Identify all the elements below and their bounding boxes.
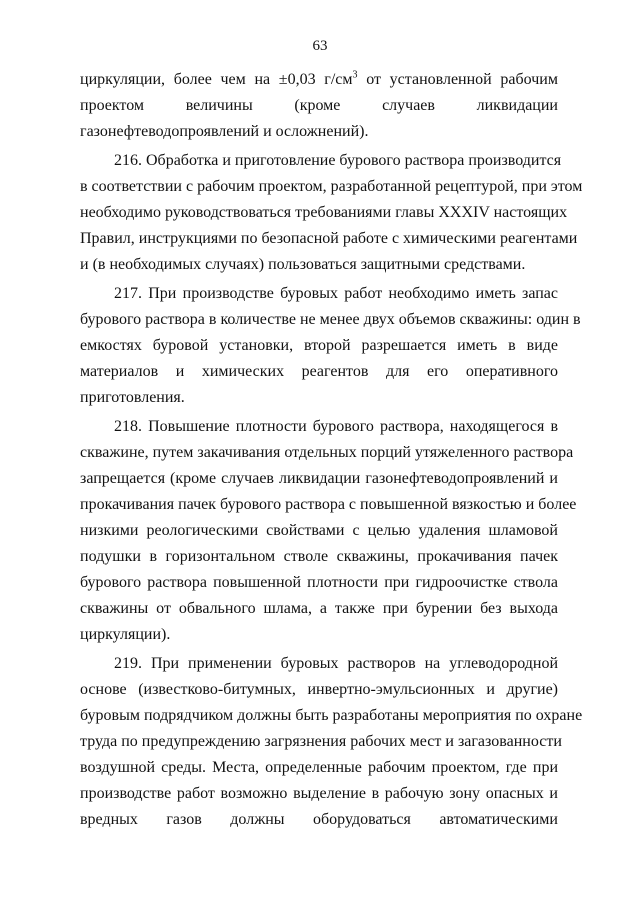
text-line: прокачивания пачек бурового раствора с повышенной вязкостью и более — [80, 496, 577, 513]
text-line: бурового раствора в количестве не менее двух объемов скважины: один в — [80, 311, 581, 328]
text-line: материалов и химических реагентов для его оперативного — [80, 363, 558, 380]
text-line: проектом величины (кроме случаев ликвидации — [80, 97, 558, 114]
paragraph-219-start: 219. При применении буровых растворов на углеводородной — [114, 655, 558, 672]
text-line: Правил, инструкциями по безопасной работе с химическими реагентами — [80, 230, 578, 247]
text-line: скважине, путем закачивания отдельных порций утяжеленного раствора — [80, 444, 574, 461]
text-line: низкими реологическими свойствами с целью удаления шламовой — [80, 522, 558, 539]
text-line — [80, 70, 558, 89]
text-line: подушки в горизонтальном стволе скважины, прокачивания пачек — [80, 548, 558, 565]
text-line-start: циркуляции, более чем на ±0,03 г/см — [80, 71, 353, 88]
text-line: труда по предупреждению загрязнения рабочих мест и загазованности — [80, 733, 562, 750]
paragraph-218-start: 218. Повышение плотности бурового раствора, находящегося в — [114, 418, 558, 435]
text-line: и (в необходимых случаях) пользоваться защитными средствами. — [80, 256, 526, 273]
text-line-end: от установленной рабочим — [357, 71, 558, 88]
superscript-cubic: 3 — [352, 69, 358, 81]
text-line: буровым подрядчиком должны быть разработаны мероприятия по охране — [80, 707, 583, 724]
paragraph-217-start: 217. При производстве буровых работ необходимо иметь запас — [114, 285, 558, 302]
text-line: приготовления. — [80, 389, 185, 406]
text-line: запрещается (кроме случаев ликвидации газонефтеводопроявлений и — [80, 470, 558, 487]
text-line: необходимо руководствоваться требованиями главы XXXIV настоящих — [80, 204, 568, 221]
text-line: емкостях буровой установки, второй разрешается иметь в виде — [80, 337, 558, 354]
page-number: 63 — [312, 38, 328, 54]
text-line: бурового раствора повышенной плотности при гидроочистке ствола — [80, 574, 558, 591]
text-line: циркуляции). — [80, 626, 171, 643]
paragraph-216-start: 216. Обработка и приготовление бурового раствора производится — [114, 152, 562, 169]
text-line: основе (известково-битумных, инвертно-эмульсионных и другие) — [80, 681, 558, 698]
text-line: воздушной среды. Места, определенные рабочим проектом, где при — [80, 759, 558, 776]
text-line: скважины от обвального шлама, а также при бурении без выхода — [80, 600, 558, 617]
text-line: газонефтеводопроявлений и осложнений). — [80, 123, 369, 140]
text-line: вредных газов должны оборудоваться автоматическими — [80, 811, 558, 828]
text-line: производстве работ возможно выделение в рабочую зону опасных и — [80, 785, 558, 802]
text-line: в соответствии с рабочим проектом, разработанной рецептурой, при этом — [80, 178, 583, 195]
